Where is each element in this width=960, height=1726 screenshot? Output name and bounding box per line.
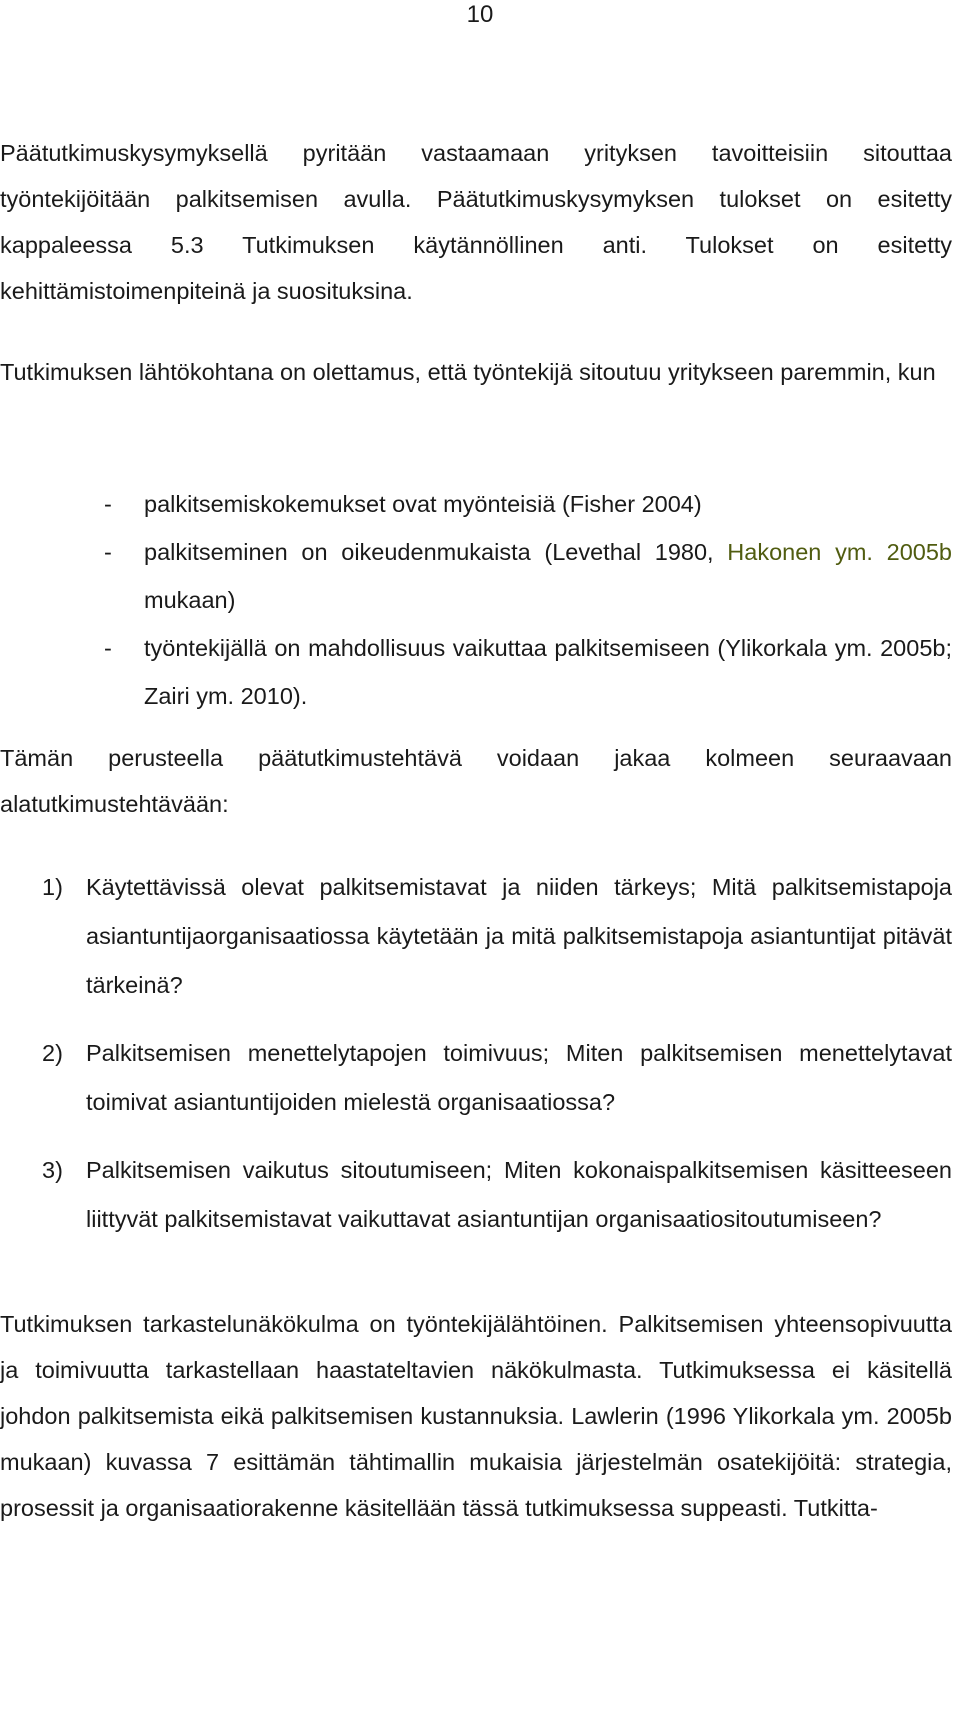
- list-number: 2): [42, 1040, 63, 1066]
- list-item: [0, 1146, 952, 1244]
- list-item: [0, 624, 952, 720]
- list-item: [0, 480, 952, 528]
- subtask-list: [0, 863, 952, 1244]
- bullet-dash: -: [104, 539, 112, 565]
- list-item: [0, 1029, 952, 1127]
- list-item: [0, 528, 952, 624]
- list-item: [0, 863, 952, 1010]
- paragraph-premise: Tutkimuksen lähtökohtana on olettamus, että työntekijä sitoutuu yritykseen paremmin, kun: [0, 359, 936, 385]
- paragraph-subtasks-intro: Tämän perusteella päätutkimustehtävä voidaan jakaa kolmeen seuraavaan alatutkimustehtävään:: [0, 745, 952, 817]
- list-number: 1): [42, 874, 63, 900]
- bullet-dash: -: [104, 635, 112, 661]
- citation-link[interactable]: Hakonen ym. 2005b: [727, 539, 952, 565]
- list-item-text: mukaan): [144, 587, 236, 613]
- premise-list: [0, 480, 952, 720]
- list-item-text: Palkitsemisen menettelytapojen toimivuus; Miten palkitsemisen menettelytavat toimivat asiantuntijoiden mielestä organisaatiossa?: [86, 1040, 952, 1115]
- paragraph-main-question: Päätutkimuskysymyksellä pyritään vastaamaan yrityksen tavoitteisiin sitouttaa työntekijöitään palkitsemisen avulla. Päätutkimuskysymyksen tulokset on esitetty kappaleessa 5.3 Tutkimuksen käytännöllinen anti. Tulokset on esitetty kehittämistoimenpiteinä ja suosituksina.: [0, 140, 952, 304]
- list-item-text: Käytettävissä olevat palkitsemistavat ja niiden tärkeys; Mitä palkitsemistapoja asiantuntijaorganisaatiossa käytetään ja mitä palkitsemistapoja asiantuntijat pitävät tärkeinä?: [86, 874, 952, 998]
- list-number: 3): [42, 1157, 63, 1183]
- list-item-text: palkitseminen on oikeudenmukaista (Levethal 1980,: [144, 539, 728, 565]
- page-number: 10: [466, 1, 494, 28]
- bullet-dash: -: [104, 491, 112, 517]
- list-item-text: Palkitsemisen vaikutus sitoutumiseen; Miten kokonaispalkitsemisen käsitteeseen liittyvät palkitsemistavat vaikuttavat asiantuntijan organisaatiositoutumiseen?: [86, 1157, 952, 1232]
- list-item-text: työntekijällä on mahdollisuus vaikuttaa palkitsemiseen (Ylikorkala ym. 2005b; Zairi ym. 2010).: [144, 635, 952, 709]
- list-item-text: palkitsemiskokemukset ovat myönteisiä (Fisher 2004): [144, 491, 702, 517]
- paragraph-perspective: Tutkimuksen tarkastelunäkökulma on työntekijälähtöinen. Palkitsemisen yhteensopivuutta ja toimivuutta tarkastellaan haastateltavien näkökulmasta. Tutkimuksessa ei käsitellä johdon palkitsemista eikä palkitsemisen kustannuksia. Lawlerin (1996 Ylikorkala ym. 2005b mukaan) kuvassa 7 esittämän tähtimallin mukaisia järjestelmän osatekijöitä: strategia, prosessit ja organisaatiorakenne käsitellään tässä tutkimuksessa suppeasti. Tutkitta-: [0, 1311, 952, 1521]
